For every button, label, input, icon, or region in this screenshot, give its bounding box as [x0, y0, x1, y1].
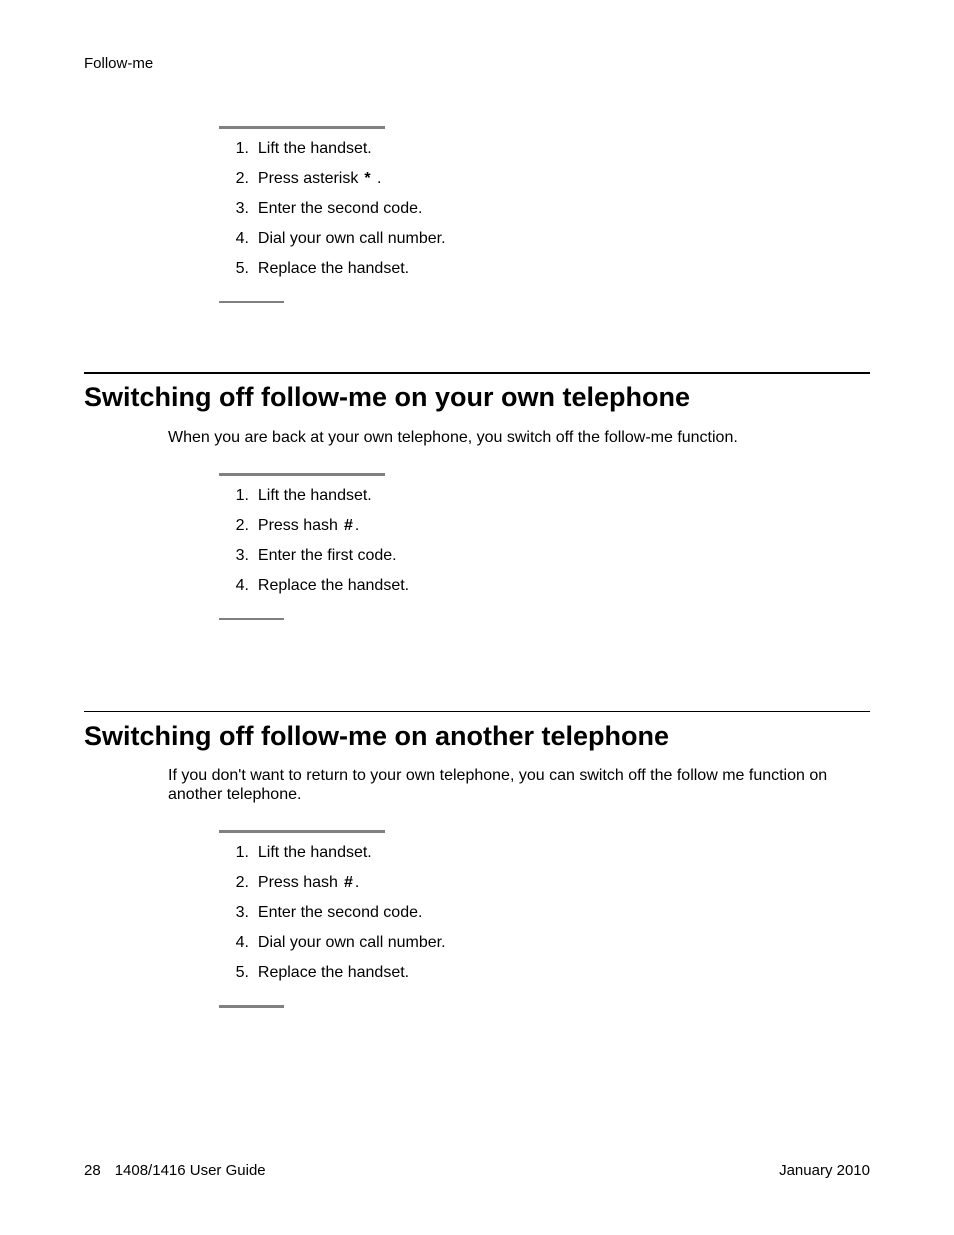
list-item: 1. Lift the handset.: [235, 140, 372, 157]
list-item: 1. Lift the handset.: [235, 487, 372, 504]
list-item: 4. Replace the handset.: [235, 577, 410, 594]
list-item: 1. Lift the handset.: [235, 844, 372, 861]
step-list: [219, 844, 719, 994]
list-item: 5. Replace the handset.: [235, 260, 410, 277]
list-item: 5. Replace the handset.: [235, 964, 410, 981]
list-item: 2. Press hash # .: [235, 517, 360, 534]
list-item: 2. Press asterisk * .: [235, 170, 382, 187]
step-list: [219, 140, 719, 290]
list-item: 2. Press hash # .: [235, 874, 360, 891]
list-item: 4. Dial your own call number.: [235, 934, 446, 951]
procedure-start-rule: [219, 126, 385, 129]
list-item: 3. Enter the first code.: [235, 547, 397, 564]
page-footer-left: [84, 1162, 280, 1179]
procedure-end-rule: [219, 1005, 284, 1008]
asterisk-key: *: [364, 170, 371, 187]
procedure-start-rule: [219, 473, 385, 476]
list-item: 3. Enter the second code.: [235, 904, 423, 921]
procedure-end-rule: [219, 301, 284, 303]
guide-title: 1408/1416 User Guide: [114, 1162, 266, 1179]
procedure-switch-on-steps: [219, 126, 719, 303]
page-number: 28: [84, 1162, 101, 1179]
procedure-own-telephone-steps: [219, 473, 719, 620]
list-item: 3. Enter the second code.: [235, 200, 423, 217]
running-header: Follow-me: [84, 55, 154, 72]
footer-date: January 2010: [779, 1162, 870, 1179]
section-intro-another-telephone: If you don't want to return to your own telephone, you can switch off the follow me function on another telephone.: [168, 767, 828, 803]
procedure-start-rule: [219, 830, 385, 833]
section-title-another-telephone: Switching off follow-me on another telephone: [84, 721, 669, 751]
section-divider: [84, 372, 870, 374]
section-divider: [84, 711, 870, 712]
procedure-another-telephone-steps: [219, 830, 719, 1008]
list-item: 4. Dial your own call number.: [235, 230, 446, 247]
step-list: [219, 487, 719, 607]
hash-key: #: [343, 517, 353, 534]
hash-key: #: [343, 874, 353, 891]
section-intro-own-telephone: When you are back at your own telephone, you switch off the follow-me function.: [168, 429, 738, 446]
section-title-own-telephone: Switching off follow-me on your own telephone: [84, 382, 690, 412]
procedure-end-rule: [219, 618, 284, 620]
